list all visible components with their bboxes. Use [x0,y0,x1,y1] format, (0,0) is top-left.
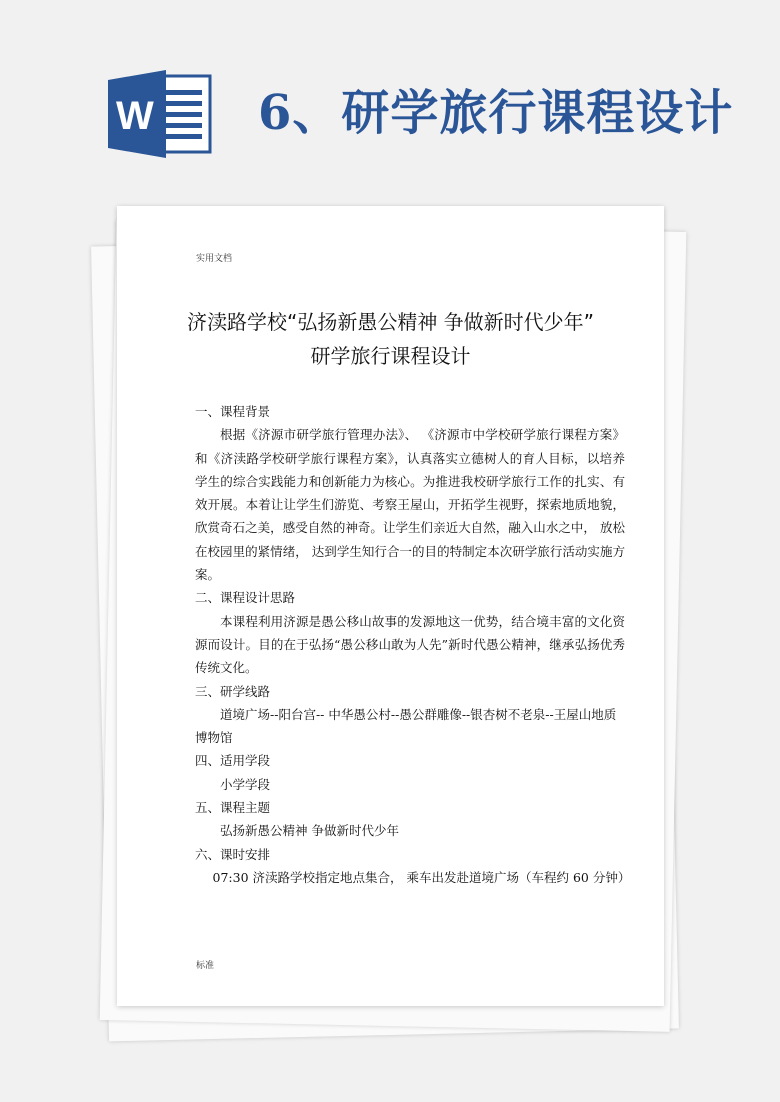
word-document-icon [108,70,212,158]
word-logo-letter: W [116,94,154,138]
section-body-route: 道境广场--阳台宫-- 中华愚公村--愚公群雕像--银杏树不老泉--王屋山地质博物馆 [195,706,617,746]
document-title-line-2: 研学旅行课程设计 [310,344,471,368]
section-heading-theme: 五、课程主题 [195,800,271,816]
document-body [195,400,631,889]
section-heading-design: 二、课程设计思路 [195,590,296,606]
section-heading-schedule: 六、课时安排 [195,846,271,862]
section-body-grade: 小学学段 [220,776,271,792]
banner-title: 6、研学旅行课程设计 [258,85,734,141]
section-body-background: 根据《济源市研学旅行管理办法》、 《济源市中学校研学旅行课程方案》和《济渎路学校研学旅行课程方案》，认真落实立德树人的育人目标，以培养学生的综合实践能力和创新能力为核心。为推进我校研学旅行工作的扎实、有效开展。本着让让学生们游览、考察王屋山，开拓学生视野，探索地质地貌，欣赏奇石之美，感受自然的神奇。让学生们亲近大自然，融入山水之中， 放松在校园里的紧情绪， 达到学生知行合一的目的特制定本次研学旅行活动实施方案。 [195,427,625,583]
page-footer-note: 标准 [196,961,215,971]
section-heading-grade: 四、适用学段 [195,753,271,769]
section-body-design: 本课程利用济源是愚公移山故事的发源地这一优势，结合境丰富的文化资源而设计。目的在于弘扬“愚公移山敢为人先”新时代愚公精神，继承弘扬优秀传统文化。 [195,613,625,676]
document-page [117,206,664,1006]
section-heading-route: 三、研学线路 [195,683,271,699]
section-heading-background: 一、课程背景 [195,404,271,419]
document-title-line-1: 济渎路学校“弘扬新愚公精神 争做新时代少年” [186,310,595,334]
section-body-theme: 弘扬新愚公精神 争做新时代少年 [220,823,399,839]
section-body-schedule: 07:30 济渎路学校指定地点集合， 乘车出发赴道境广场（车程约 60 分钟） [212,869,631,885]
page-header-note: 实用文档 [196,254,233,264]
